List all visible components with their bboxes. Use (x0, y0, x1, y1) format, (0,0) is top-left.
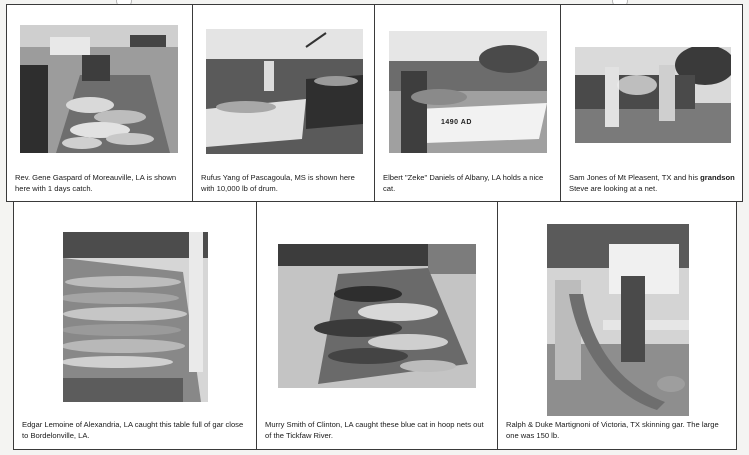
photo-caption: Sam Jones of Mt Pleasent, TX and his grandson Steve are looking at a net. (569, 173, 735, 193)
photo-blue-cat-pile (278, 244, 476, 388)
photo-card-1 (6, 4, 193, 202)
photo-man-holding-cat (389, 31, 547, 153)
photo-card-7 (497, 201, 737, 450)
photo-caption: Edgar Lemoine of Alexandria, LA caught this table full of gar close to Bordelonville, LA. (22, 420, 244, 440)
photo-fish-catch-pile (20, 25, 178, 153)
photo-table-of-gar (63, 232, 208, 402)
photo-caption: Murry Smith of Clinton, LA caught these blue cat in hoop nets out of the Tickfaw River. (265, 420, 484, 440)
photo-boats-with-drum (206, 29, 363, 154)
photo-skinning-gar (547, 224, 689, 416)
photo-caption: Elbert "Zeke" Daniels of Albany, LA holds a nice cat. (383, 173, 544, 193)
photo-card-3 (374, 4, 561, 202)
photo-card-2 (192, 4, 375, 202)
photo-card-6 (256, 201, 498, 450)
photo-card-5 (13, 201, 257, 450)
boat-registration-number: 1490 AD (441, 119, 472, 126)
photo-caption: Rev. Gene Gaspard of Moreauville, LA is shown here with 1 days catch. (15, 173, 177, 193)
photo-truck-and-net (575, 47, 731, 143)
photo-card-4 (560, 4, 743, 202)
photo-caption: Rufus Yang of Pascagoula, MS is shown here with 10,000 lb of drum. (201, 173, 355, 193)
photo-caption: Ralph & Duke Martignoni of Victoria, TX skinning gar. The large one was 150 lb. (506, 420, 719, 440)
caption-emphasis: grandson (700, 173, 735, 182)
